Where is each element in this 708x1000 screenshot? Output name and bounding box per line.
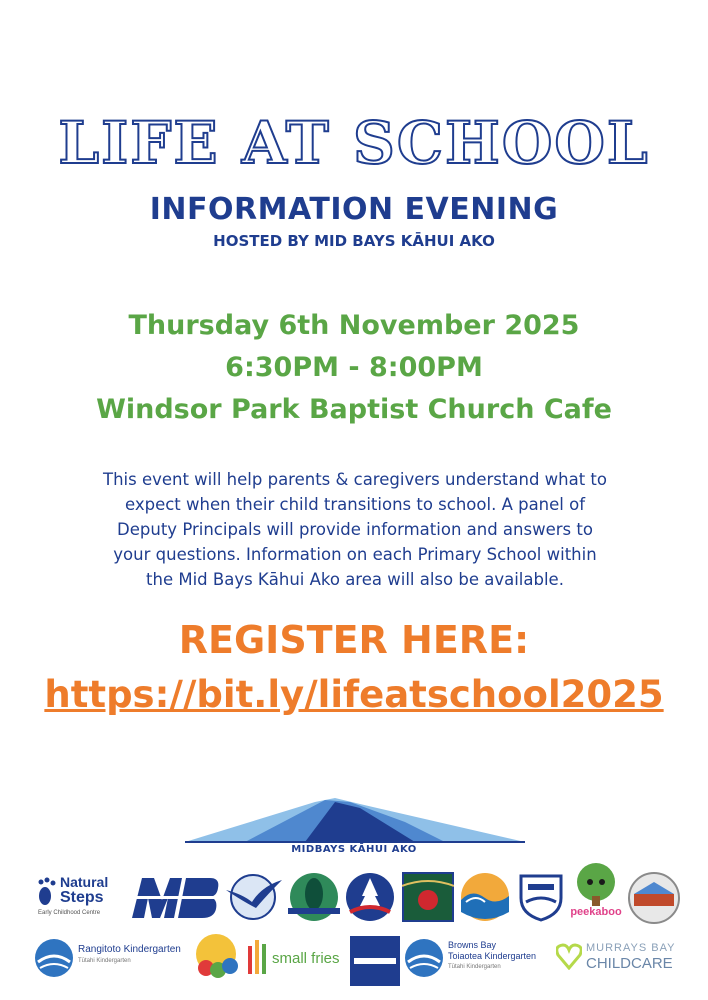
event-date: Thursday 6th November 2025 [128,310,580,341]
register-heading: REGISTER HERE: [178,618,530,662]
event-venue: Windsor Park Baptist Church Cafe [96,394,612,425]
browns-bay-line2: Toiaotea Kindergarten [448,951,537,961]
natural-steps-line1: Natural [60,874,109,890]
description-line: Deputy Principals will provide information and answers to [117,520,593,539]
midbays-mountain-logo [185,798,525,844]
register-link[interactable]: https://bit.ly/lifeatschool2025 [44,673,664,716]
murrays-bay-line1: MURRAYS BAY [586,942,676,954]
event-description [80,467,630,592]
small-fries-label: small fries [272,950,340,967]
wave-school-logo [458,872,512,922]
description-line: the Mid Bays Kāhui Ako area will also be available. [146,570,564,589]
description-line: your questions. Information on each Primary School within [113,545,597,564]
midbays-label: MIDBAYS KĀHUI AKO [291,844,417,855]
browns-bay-tagline: Tūtahi Kindergarten [448,964,501,970]
event-subtitle: INFORMATION EVENING [149,192,559,227]
browns-bay-kindergarten-logo [404,938,554,982]
pohutukawa-school-logo [342,872,398,922]
natural-steps-tagline: Early Childhood Centre [38,910,101,916]
rangitoto-name: Rangitoto Kindergarten [78,944,181,955]
natural-steps-logo [36,872,126,922]
natural-steps-line2: Steps [60,889,104,906]
peekaboo-logo [568,862,624,924]
event-time: 6:30PM - 8:00PM [225,352,483,383]
peekaboo-label: peekaboo [570,906,622,918]
tree-circle-logo [288,872,340,922]
bird-school-logo [222,872,284,922]
cricket-club-logo [626,872,682,924]
hosted-by: HOSTED BY MID BAYS KĀHUI AKO [213,232,495,250]
browns-bay-line1: Browns Bay [448,940,497,950]
description-line: This event will help parents & caregivers understand what to [102,470,607,489]
description-line: expect when their child transitions to school. A panel of [124,495,586,514]
rangitoto-tagline: Tūtahi Kindergarten [78,958,131,964]
browns-bay-preschool-logo [188,930,244,986]
murrays-bay-line2: CHILDCARE [586,955,673,972]
footprint-icon [36,876,58,906]
navy-school-logo [350,936,400,986]
flower-school-logo [402,872,454,922]
event-title: LIFE AT SCHOOL [58,109,650,177]
murrays-bay-childcare-logo [556,938,686,982]
small-fries-logo [246,936,346,982]
rangitoto-kindergarten-logo [34,938,184,982]
shield-school-logo [516,872,566,922]
mb-logo [132,876,220,920]
